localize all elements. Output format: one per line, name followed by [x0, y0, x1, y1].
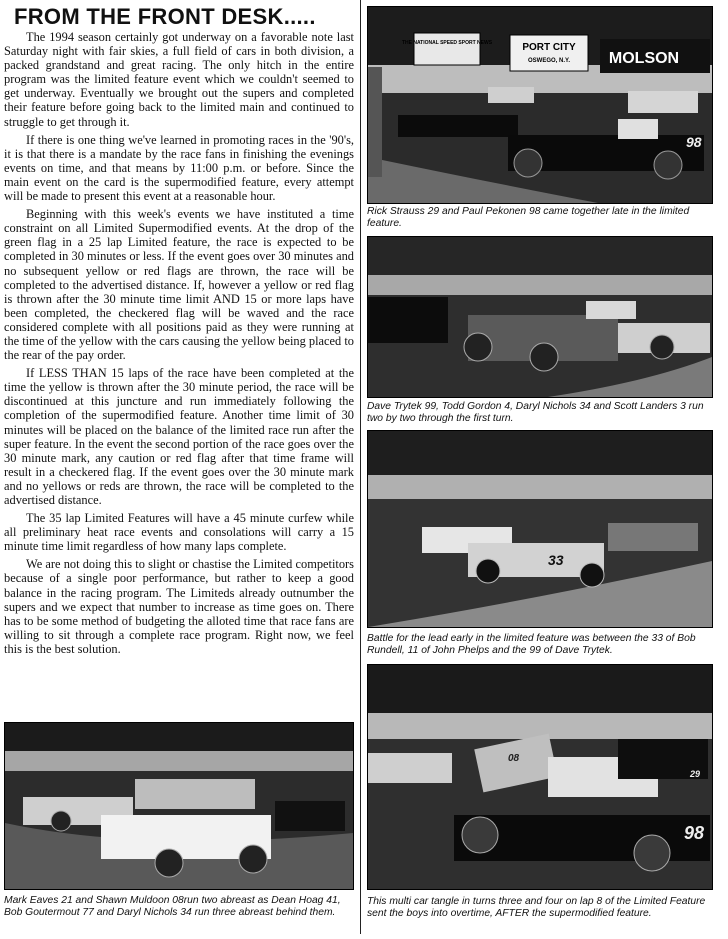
article-paragraph: If there is one thing we've learned in promoting races in the '90's, it is that there is a mandate by the race fans in finishing the evenings events on time, and that means by 11:00 p.m. or before. Since the main event on the card is the supermodified feature, every attempt will be made to present this event at a reasonable hour. — [4, 132, 354, 204]
article-paragraph: We are not doing this to slight or chastise the Limited competitors because of a single poor performance, but rather to keep a good balance in the racing program. The Limiteds already outnumber the supers and we expect that number to increase as time goes on. There has to be some method of budgeting the alloted time that race fans are willing to sit through a complete race program. Right now, we feel this is the best solution. — [4, 557, 354, 656]
article-paragraph: If LESS THAN 15 laps of the race have been completed at the time the yellow is thrown after the 30 minute period, the race will be discontinued at this juncture and run immediately following the completion of the supermodified feature. Another time limit of 30 minutes will be placed on the balance of the limited race run after the super feature. In the event the second portion of the race goes over the 30 minute mark, any caution or red flag after that time frame will result in a checkered flag. If the event goes over the 30 minute mark and no yellows or reds are thrown, the race will be completed to the advertised distance. — [4, 366, 354, 507]
car-number: 98 — [684, 823, 705, 843]
sign-port-city: PORT CITY — [522, 42, 576, 53]
sign-speed-sport: THE NATIONAL SPEED SPORT NEWS — [401, 40, 493, 46]
article-paragraph: Beginning with this week's events we have instituted a time constraint on all Limited Supermodified events. At the drop of the green flag in a 25 lap Limited feature, the race is expected to be completed in 30 minutes or less. If the event goes over 30 minutes and no subsequent yellow or red flags are thrown, the race will be completed to the advertised distance. If, however a yellow or red flag is thrown after the 30 minute time limit AND 15 or more laps have been completed, the checkered flag will be waved and the race considered complete with all positions paid as they were running at the time of the yellow with the cars causing the yellow being placed to the rear of the pay order. — [4, 207, 354, 363]
race-photo-5 — [4, 722, 354, 890]
article-paragraph: The 1994 season certainly got underway on a favorable note last Saturday night with fair skies, a full field of cars in both division, a packed grandstand and great racing. The only hitch in the entire program was the limited feature event which we couldn't seemed to get underway. Eventually we brought out the supers and completed their feature before going back to the limited main and continued to struggle to get through it. — [4, 30, 354, 129]
photo-caption: Rick Strauss 29 and Paul Pekonen 98 came together late in the limited feature. — [367, 206, 690, 230]
photo-caption: Dave Trytek 99, Todd Gordon 4, Daryl Nichols 34 and Scott Landers 3 run two by two through the first turn. — [367, 401, 704, 425]
column-divider — [360, 0, 361, 934]
article-paragraph: The 35 lap Limited Features will have a 45 minute curfew while all preliminary heat race events and consolations will carry a 15 minute time limit regardless of how many laps complete. — [4, 511, 354, 554]
car-number: 98 — [686, 134, 702, 150]
race-photo-3 — [367, 430, 713, 628]
race-photo-2 — [367, 236, 713, 398]
car-number: 29 — [690, 769, 701, 779]
car-number: 33 — [548, 552, 564, 568]
sign-molson: MOLSON — [608, 50, 680, 67]
race-photo-4 — [367, 664, 713, 890]
article-body — [4, 30, 354, 660]
photo-caption: Battle for the lead early in the limited feature was between the 33 of Bob Rundell, 11 of John Phelps and the 99 of Dave Trytek. — [367, 633, 696, 657]
photo-caption: Mark Eaves 21 and Shawn Muldoon 08run two abreast as Dean Hoag 41, Bob Goutermout 77 and Daryl Nichols 34 run three abreast behind them. — [4, 895, 341, 919]
sign-oswego: OSWEGO, N.Y. — [527, 58, 571, 64]
car-number: 08 — [508, 753, 520, 764]
page-title: FROM THE FRONT DESK..... — [14, 4, 316, 29]
race-photo-1 — [367, 6, 713, 204]
photo-caption: This multi car tangle in turns three and four on lap 8 of the Limited Feature sent the boys into overtime, AFTER the supermodified feature. — [367, 896, 706, 920]
